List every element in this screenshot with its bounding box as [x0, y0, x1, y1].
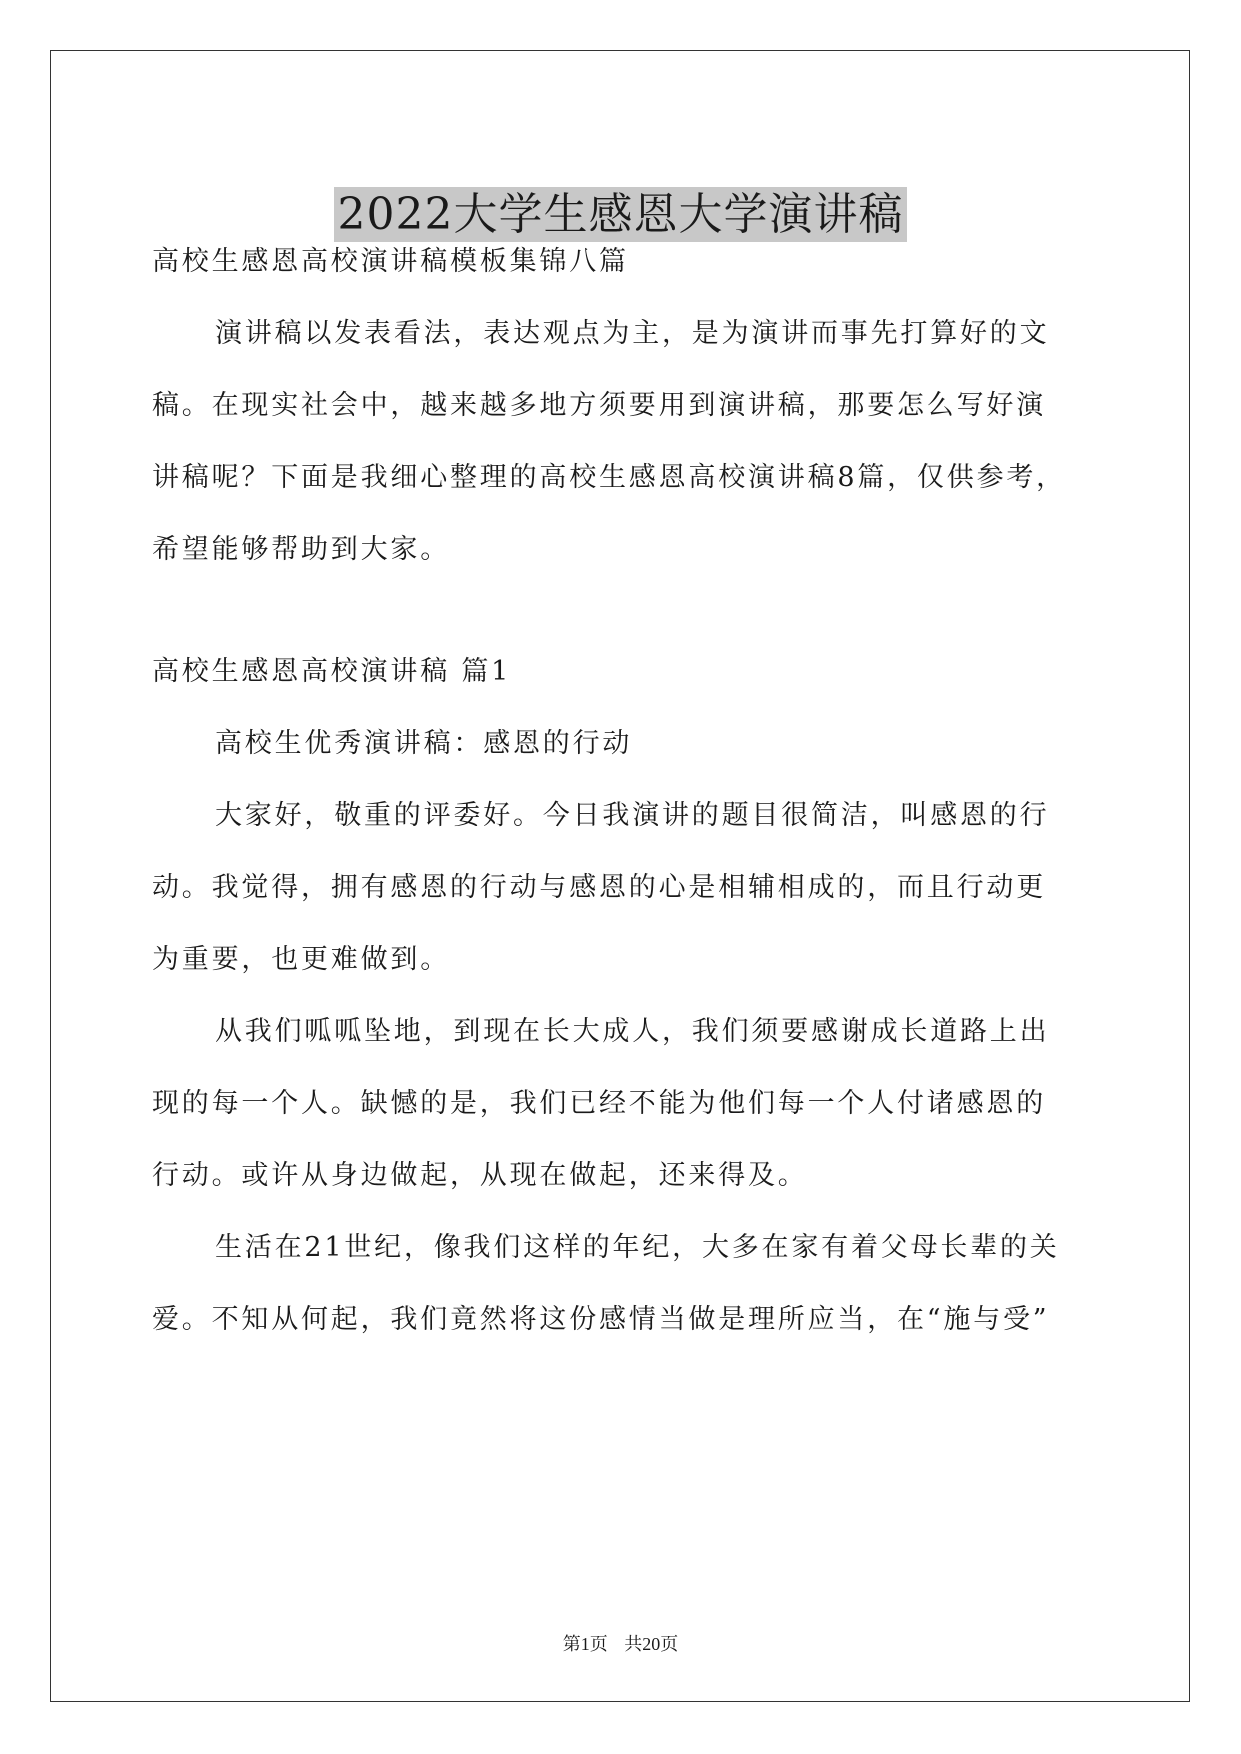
- text-line: 爱。不知从何起，我们竟然将这份感情当做是理所应当，在“施与受”: [152, 1304, 1050, 1335]
- text-line: 讲稿呢？下面是我细心整理的高校生感恩高校演讲稿8篇，仅供参考，: [152, 462, 1066, 493]
- text-line: 希望能够帮助到大家。: [152, 534, 450, 565]
- page-total: 共20页: [624, 1634, 679, 1654]
- text-line: 行动。或许从身边做起，从现在做起，还来得及。: [152, 1160, 808, 1191]
- page-number: 第1页: [562, 1634, 608, 1654]
- text-line: 从我们呱呱坠地，到现在长大成人，我们须要感谢成长道路上出: [215, 1016, 1050, 1047]
- page-footer: [0, 1632, 1241, 1656]
- text-line: 生活在21世纪，像我们这样的年纪，大多在家有着父母长辈的关: [215, 1232, 1060, 1263]
- text-line: 动。我觉得，拥有感恩的行动与感恩的心是相辅相成的，而且行动更: [152, 872, 1046, 903]
- document-title: [0, 187, 1241, 243]
- text-line: 稿。在现实社会中，越来越多地方须要用到演讲稿，那要怎么写好演: [152, 390, 1046, 421]
- section-heading: 高校生感恩高校演讲稿 篇1: [152, 656, 512, 687]
- text-line: 高校生优秀演讲稿：感恩的行动: [215, 728, 633, 759]
- text-line: 演讲稿以发表看法，表达观点为主，是为演讲而事先打算好的文: [215, 318, 1050, 349]
- subtitle-line: 高校生感恩高校演讲稿模板集锦八篇: [152, 246, 629, 277]
- text-line: 为重要，也更难做到。: [152, 944, 450, 975]
- text-line: 现的每一个人。缺憾的是，我们已经不能为他们每一个人付诸感恩的: [152, 1088, 1046, 1119]
- title-text: 2022大学生感恩大学演讲稿: [334, 187, 908, 242]
- text-line: 大家好，敬重的评委好。今日我演讲的题目很简洁，叫感恩的行: [215, 800, 1050, 831]
